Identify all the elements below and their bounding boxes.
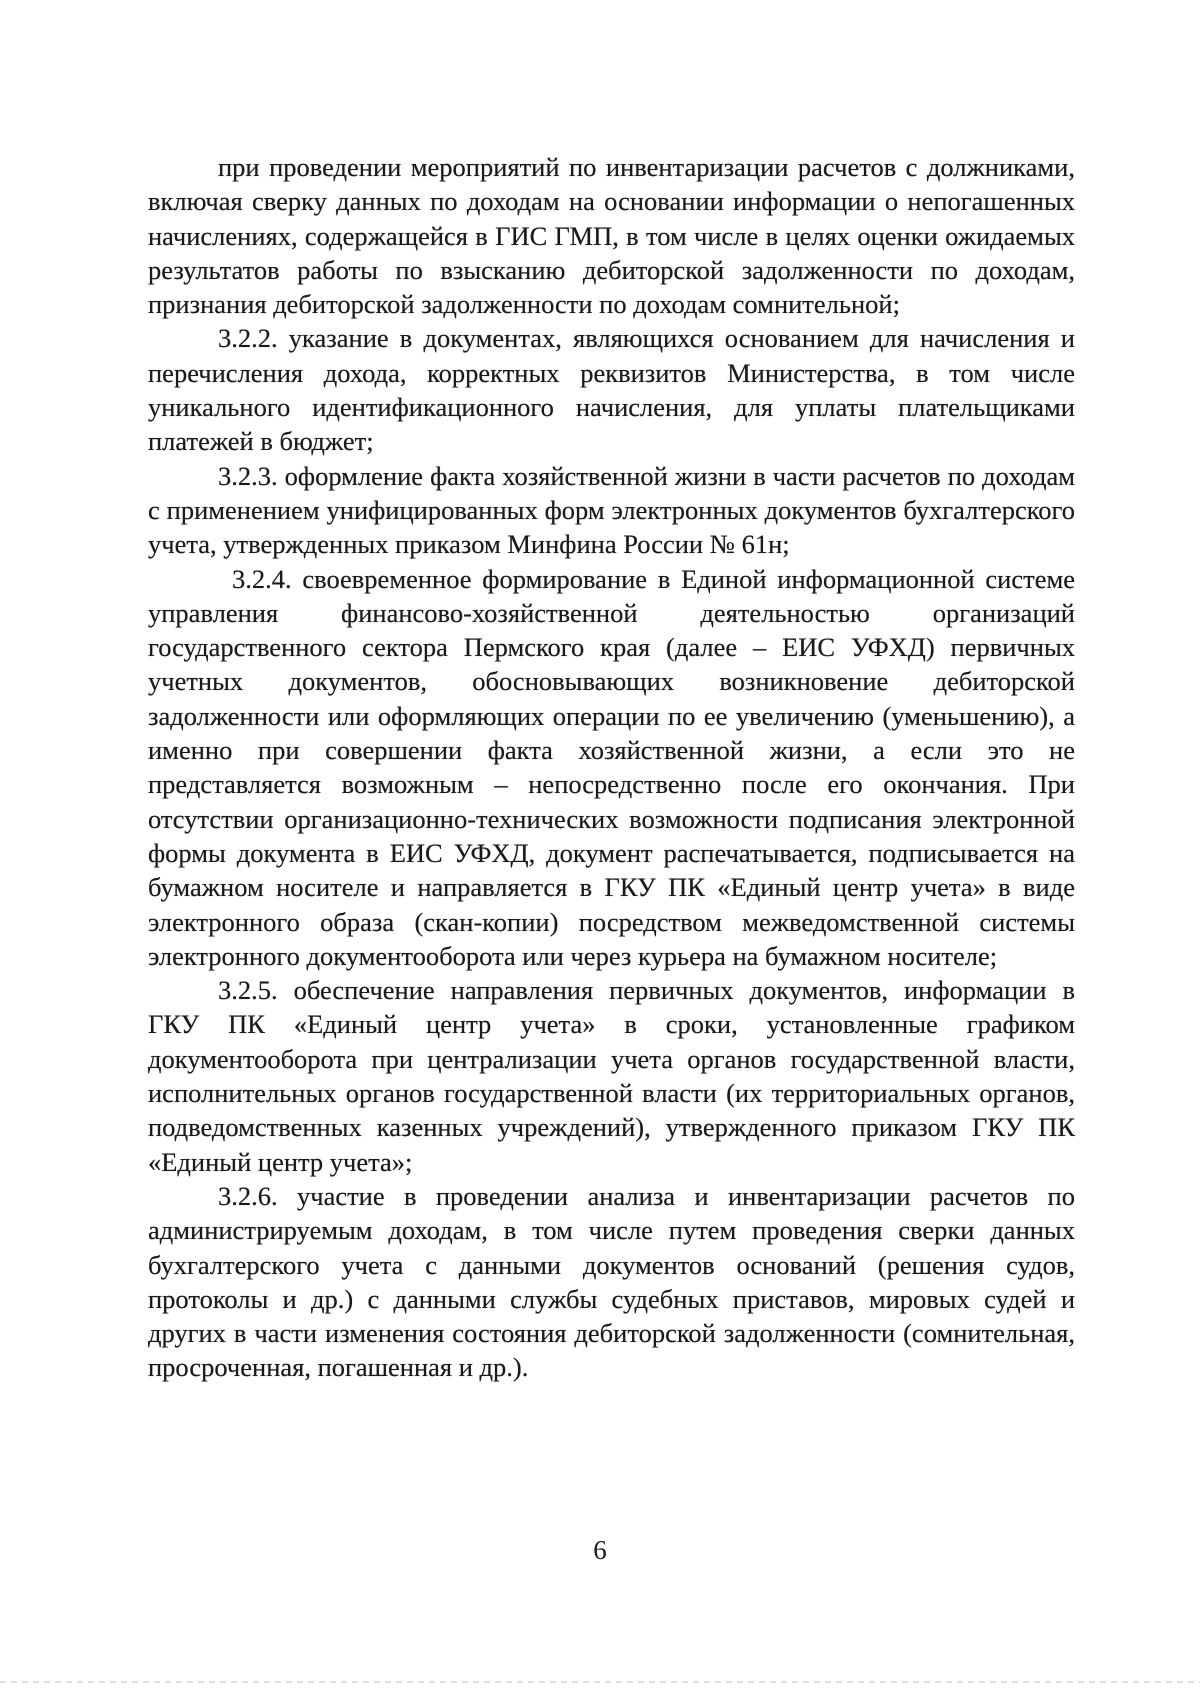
- page-number: 6: [593, 1535, 607, 1565]
- scan-edge-artifact: [0, 1681, 1200, 1683]
- paragraph-3-2-2: 3.2.2. указание в документах, являющихся основанием для начисления и перечисления дохода, корректных реквизитов Министерства, в том числе уникального идентификационного начисления, для уплаты плательщиками платежей в бюджет;: [148, 323, 1075, 457]
- paragraph-3-2-6: 3.2.6. участие в проведении анализа и инвентаризации расчетов по администрируемым доходам, в том числе путем проведения сверки данных бухгалтерского учета с данными документов оснований (решения судов, протоколы и др.) с данными службы судебных приставов, мировых судей и других в части изменения состояния дебиторской задолженности (сомнительная, просроченная, погашенная и др.).: [148, 1180, 1075, 1383]
- paragraph-continuation: при проведении мероприятий по инвентаризации расчетов с должниками, включая сверку данных по доходам на основании информации о непогашенных начислениях, содержащейся в ГИС ГМП, в том числе в целях оценки ожидаемых результатов работы по взысканию дебиторской задолженности по доходам, признания дебиторской задолженности по доходам сомнительной;: [148, 152, 1075, 320]
- paragraph-3-2-5: 3.2.5. обеспечение направления первичных документов, информации в ГКУ ПК «Единый центр учета» в сроки, установленные графиком документооборота при централизации учета органов государственной власти, исполнительных органов государственной власти (их территориальных органов, подведомственных казенных учреждений), утвержденного приказом ГКУ ПК «Единый центр учета»;: [148, 975, 1075, 1177]
- paragraph-3-2-4: 3.2.4. своевременное формирование в Единой информационной системе управления финансово-хозяйственной деятельностью организаций государственного сектора Пермского края (далее – ЕИС УФХД) первичных учетных документов, обосновывающих возникновение дебиторской задолженности или оформляющих операции по ее увеличению (уменьшению), а именно при совершении факта хозяйственной жизни, а если это не представляется возможным – непосредственно после его окончания. При отсутствии организационно-технических возможности подписания электронной формы документа в ЕИС УФХД, документ распечатывается, подписывается на бумажном носителе и направляется в ГКУ ПК «Единый центр учета» в виде электронного образа (скан-копии) посредством межведомственной системы электронного документооборота или через курьера на бумажном носителе;: [148, 563, 1075, 971]
- document-body: [148, 150, 1075, 1385]
- paragraph-3-2-3: 3.2.3. оформление факта хозяйственной жизни в части расчетов по доходам с применением унифицированных форм электронных документов бухгалтерского учета, утвержденных приказом Минфина России № 61н;: [148, 460, 1075, 560]
